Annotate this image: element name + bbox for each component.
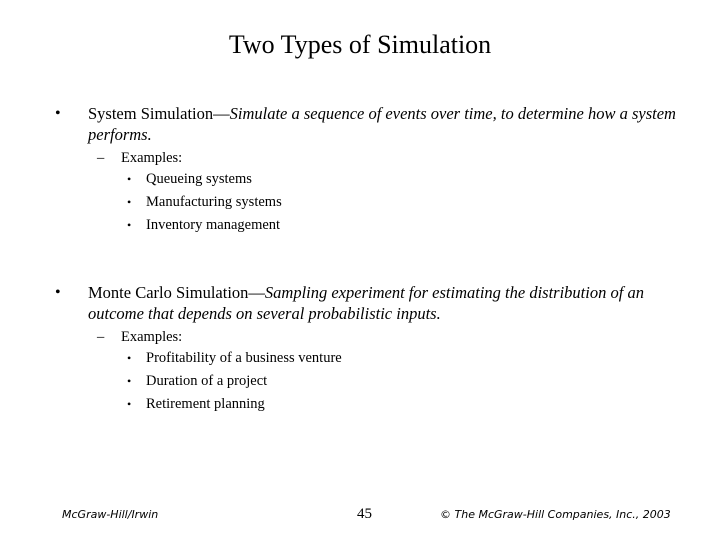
examples-list [127, 168, 282, 237]
bullet-description: Simulate a sequence of events over time, to determine how a system performs. [88, 104, 676, 144]
examples-label: Examples: [121, 329, 183, 345]
bullet-icon: • [55, 105, 61, 122]
bullet-heading: System Simulation— [88, 104, 230, 123]
list-item [127, 347, 342, 370]
example-text: Duration of a project [146, 373, 268, 389]
example-text: Inventory management [146, 217, 281, 233]
bullet-dot-icon: • [127, 172, 132, 186]
list-item [127, 191, 282, 214]
bullet-system-simulation [55, 103, 695, 145]
bullet-text [88, 103, 695, 145]
footer-publisher: McGraw-Hill/Irwin [62, 508, 159, 521]
bullet-description: Sampling experiment for estimating the distribution of an outcome that depends on several probabilistic inputs. [88, 283, 644, 323]
list-item [127, 214, 282, 237]
dash-icon: – [97, 329, 105, 345]
bullet-monte-carlo-simulation [55, 282, 695, 324]
examples-label-row [97, 327, 182, 347]
example-text: Retirement planning [146, 396, 265, 412]
examples-label-row [97, 148, 182, 168]
bullet-icon: • [55, 284, 61, 301]
bullet-heading: Monte Carlo Simulation— [88, 283, 265, 302]
slide-title: Two Types of Simulation [228, 30, 492, 59]
bullet-dot-icon: • [127, 351, 132, 365]
bullet-dot-icon: • [127, 195, 132, 209]
example-text: Queueing systems [146, 171, 252, 187]
example-text: Profitability of a business venture [146, 350, 342, 366]
list-item [127, 393, 342, 416]
bullet-dot-icon: • [127, 374, 132, 388]
page-number: 45 [357, 506, 372, 522]
footer-copyright: © The McGraw-Hill Companies, Inc., 2003 [440, 508, 671, 521]
dash-icon: – [97, 150, 105, 166]
example-text: Manufacturing systems [146, 194, 282, 210]
list-item [127, 168, 282, 191]
examples-label: Examples: [121, 150, 183, 166]
bullet-text [88, 282, 695, 324]
bullet-dot-icon: • [127, 397, 132, 411]
bullet-dot-icon: • [127, 218, 132, 232]
list-item [127, 370, 342, 393]
examples-list [127, 347, 342, 416]
